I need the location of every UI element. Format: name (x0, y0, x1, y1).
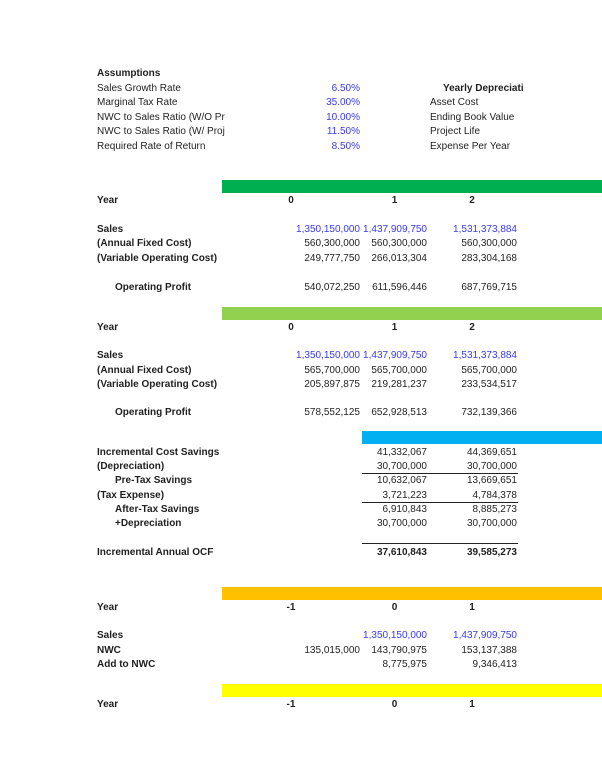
sales-y1[interactable]: 1,437,909,750 (363, 224, 427, 235)
add-to-nwc-y1[interactable]: 9,346,413 (472, 659, 517, 670)
year-label[interactable]: Year (97, 195, 119, 206)
table-row-tax-expense (0, 489, 602, 503)
pretax-savings-y2[interactable]: 13,669,651 (466, 475, 517, 486)
sales-y0[interactable]: 1,350,150,000 (296, 224, 360, 235)
table-row-fixed-cost (0, 364, 602, 378)
add-to-nwc-label[interactable]: Add to NWC (97, 659, 156, 670)
dep-label-expense-per-year[interactable]: Expense Per Year (430, 141, 511, 152)
table-row-cost-savings (0, 446, 602, 460)
assumption-label-nwc-w[interactable]: NWC to Sales Ratio (W/ Proj (97, 126, 225, 137)
operating-profit-label[interactable]: Operating Profit (115, 407, 192, 418)
section2-light-green-bar (222, 307, 602, 320)
depreciation-y2[interactable]: 30,700,000 (466, 461, 517, 472)
variable-cost-y1[interactable]: 266,013,304 (371, 253, 427, 264)
sales-y1[interactable]: 1,437,909,750 (453, 630, 517, 641)
dep-label-asset-cost[interactable]: Asset Cost (430, 97, 479, 108)
sales-label[interactable]: Sales (97, 224, 124, 235)
assumption-row (0, 140, 602, 154)
table-row-add-to-nwc (0, 658, 602, 672)
assumption-value-nwc-wo[interactable]: 10.00% (326, 112, 360, 123)
sales-y0[interactable]: 1,350,150,000 (363, 630, 427, 641)
sales-y1[interactable]: 1,437,909,750 (363, 350, 427, 361)
sales-y0[interactable]: 1,350,150,000 (296, 350, 360, 361)
pretax-savings-y1[interactable]: 10,632,067 (376, 475, 427, 486)
assumption-row (0, 82, 602, 96)
year-2[interactable]: 2 (469, 322, 475, 333)
year-0[interactable]: 0 (288, 195, 294, 206)
incremental-ocf-y1[interactable]: 37,610,843 (376, 547, 427, 558)
operating-profit-y1[interactable]: 652,928,513 (371, 407, 427, 418)
aftertax-savings-label[interactable]: After-Tax Savings (115, 504, 200, 515)
aftertax-savings-y2[interactable]: 8,885,273 (472, 504, 517, 515)
sales-y2[interactable]: 1,531,373,884 (453, 350, 517, 361)
year-0[interactable]: 0 (391, 699, 398, 710)
assumption-row (0, 111, 602, 125)
yearly-depreciation-title[interactable]: Yearly Depreciati (443, 83, 524, 94)
table-row-sales (0, 223, 602, 237)
variable-cost-y2[interactable]: 233,534,517 (461, 379, 517, 390)
depreciation-label[interactable]: (Depreciation) (97, 461, 165, 472)
operating-profit-y0[interactable]: 578,552,125 (304, 407, 360, 418)
assumption-label-tax-rate[interactable]: Marginal Tax Rate (97, 97, 178, 108)
section1-green-bar (222, 180, 602, 193)
section4-orange-bar (222, 587, 602, 600)
year-header-row (0, 194, 602, 208)
variable-cost-y1[interactable]: 219,281,237 (371, 379, 427, 390)
sum-rule (362, 543, 518, 544)
assumption-value-nwc-w[interactable]: 11.50% (326, 126, 360, 137)
plus-depreciation-label[interactable]: +Depreciation (115, 518, 182, 529)
tax-expense-y1[interactable]: 3,721,223 (382, 490, 427, 501)
assumption-value-tax-rate[interactable]: 35.00% (326, 97, 360, 108)
fixed-cost-y0[interactable]: 560,300,000 (304, 238, 360, 249)
add-to-nwc-y0[interactable]: 8,775,975 (382, 659, 427, 670)
variable-cost-y0[interactable]: 205,897,875 (304, 379, 360, 390)
assumptions-title: Assumptions (97, 68, 161, 79)
fixed-cost-label[interactable]: (Annual Fixed Cost) (97, 365, 192, 376)
fixed-cost-y0[interactable]: 565,700,000 (304, 365, 360, 376)
table-row-incremental-ocf (0, 546, 602, 560)
assumption-value-rate-of-return[interactable]: 8.50% (331, 141, 360, 152)
year-1[interactable]: 1 (469, 699, 475, 710)
table-row-nwc (0, 644, 602, 658)
assumption-row (0, 96, 602, 110)
year-header-row (0, 321, 602, 335)
pretax-savings-label[interactable]: Pre-Tax Savings (115, 475, 193, 486)
plus-depreciation-y2[interactable]: 30,700,000 (466, 518, 517, 529)
plus-depreciation-y1[interactable]: 30,700,000 (376, 518, 427, 529)
table-row-sales (0, 629, 602, 643)
operating-profit-label[interactable]: Operating Profit (115, 282, 192, 293)
nwc-y0[interactable]: 143,790,975 (371, 645, 427, 656)
table-row-variable-cost (0, 378, 602, 392)
table-row-aftertax-savings (0, 503, 602, 517)
year-label[interactable]: Year (97, 322, 119, 333)
table-row-operating-profit (0, 281, 602, 295)
aftertax-savings-y1[interactable]: 6,910,843 (382, 504, 427, 515)
operating-profit-y0[interactable]: 540,072,250 (304, 282, 360, 293)
sales-label[interactable]: Sales (97, 350, 124, 361)
assumption-row (0, 125, 602, 139)
fixed-cost-label[interactable]: (Annual Fixed Cost) (97, 238, 192, 249)
dep-label-project-life[interactable]: Project Life (430, 126, 481, 137)
year-header-row (0, 698, 602, 712)
operating-profit-y2[interactable]: 732,139,366 (461, 407, 517, 418)
year-0[interactable]: 0 (391, 602, 398, 613)
variable-cost-y0[interactable]: 249,777,750 (304, 253, 360, 264)
depreciation-y1[interactable]: 30,700,000 (376, 461, 427, 472)
operating-profit-y2[interactable]: 687,769,715 (461, 282, 517, 293)
table-row-pretax-savings (0, 474, 602, 488)
table-row-fixed-cost (0, 237, 602, 251)
year-label[interactable]: Year (97, 699, 119, 710)
incremental-ocf-label[interactable]: Incremental Annual OCF (97, 547, 214, 558)
cost-savings-y1[interactable]: 41,332,067 (376, 447, 427, 458)
variable-cost-label[interactable]: (Variable Operating Cost) (97, 253, 218, 264)
assumption-label-nwc-wo[interactable]: NWC to Sales Ratio (W/O Pr (97, 112, 225, 123)
table-row-variable-cost (0, 252, 602, 266)
fixed-cost-y1[interactable]: 560,300,000 (371, 238, 427, 249)
year-0[interactable]: 0 (288, 322, 294, 333)
section5-yellow-bar (222, 684, 602, 697)
incremental-ocf-y2[interactable]: 39,585,273 (466, 547, 517, 558)
fixed-cost-y2[interactable]: 565,700,000 (461, 365, 517, 376)
year-2[interactable]: 2 (469, 195, 475, 206)
cost-savings-y2[interactable]: 44,369,651 (466, 447, 517, 458)
assumption-value-sales-growth[interactable]: 6.50% (331, 83, 360, 94)
nwc-yminus1[interactable]: 135,015,000 (304, 645, 360, 656)
cost-savings-label[interactable]: Incremental Cost Savings (97, 447, 220, 458)
section3-cyan-bar (362, 431, 602, 444)
fixed-cost-y1[interactable]: 565,700,000 (371, 365, 427, 376)
table-row-operating-profit (0, 406, 602, 420)
tax-expense-y2[interactable]: 4,784,378 (472, 490, 517, 501)
year-minus1[interactable]: -1 (286, 602, 296, 613)
dep-label-ending-book-value[interactable]: Ending Book Value (430, 112, 515, 123)
table-row-plus-depreciation (0, 517, 602, 531)
nwc-label[interactable]: NWC (97, 645, 121, 656)
sales-y2[interactable]: 1,531,373,884 (453, 224, 517, 235)
year-label[interactable]: Year (97, 602, 119, 613)
year-minus1[interactable]: -1 (286, 699, 296, 710)
nwc-y1[interactable]: 153,137,388 (461, 645, 517, 656)
assumption-label-rate-of-return[interactable]: Required Rate of Return (97, 141, 206, 152)
assumption-label-sales-growth[interactable]: Sales Growth Rate (97, 83, 181, 94)
tax-expense-label[interactable]: (Tax Expense) (97, 490, 165, 501)
table-row-sales (0, 349, 602, 363)
year-1[interactable]: 1 (391, 195, 398, 206)
year-header-row (0, 601, 602, 615)
operating-profit-y1[interactable]: 611,596,446 (372, 282, 427, 293)
variable-cost-label[interactable]: (Variable Operating Cost) (97, 379, 218, 390)
fixed-cost-y2[interactable]: 560,300,000 (461, 238, 517, 249)
year-1[interactable]: 1 (469, 602, 475, 613)
assumptions-header-row (0, 67, 602, 81)
sales-label[interactable]: Sales (97, 630, 124, 641)
variable-cost-y2[interactable]: 283,304,168 (461, 253, 517, 264)
table-row-depreciation (0, 460, 602, 474)
year-1[interactable]: 1 (391, 322, 398, 333)
